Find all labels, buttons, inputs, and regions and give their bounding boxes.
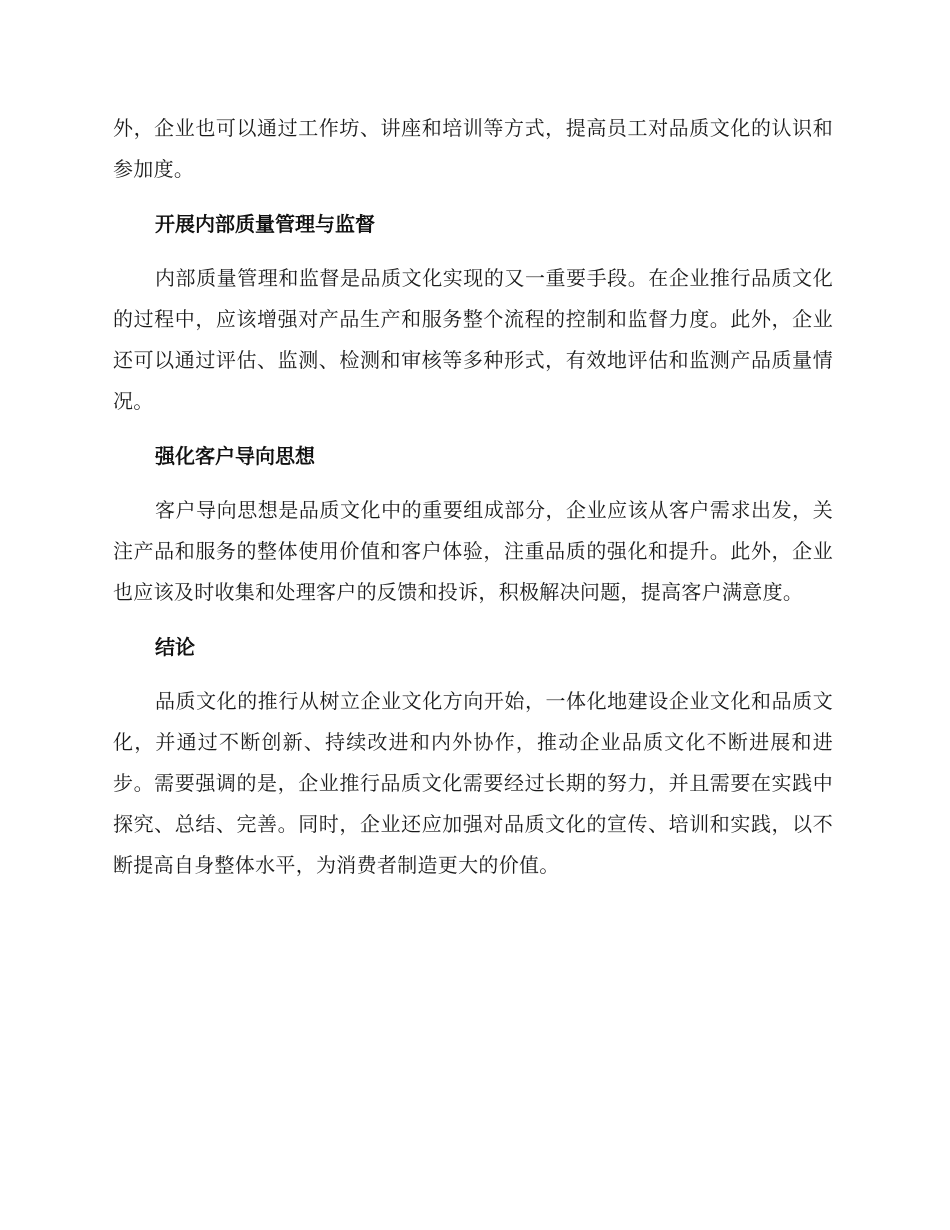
document-body [113, 108, 833, 900]
section-heading-internal-quality: 开展内部质量管理与监督 [155, 212, 375, 236]
section-paragraph-conclusion: 品质文化的推行从树立企业文化方向开始，一体化地建设企业文化和品质文化，并通过不断创新、持续改进和内外协作，推动企业品质文化不断进展和进步。需要强调的是，企业推行品质文化需要经过长期的努力，并且需要在实践中探究、总结、完善。同时，企业还应加强对品质文化的宣传、培训和实践，以不断提高自身整体水平，为消费者制造更大的价值。 [113, 689, 833, 877]
section-paragraph-customer-orientation: 客户导向思想是品质文化中的重要组成部分，企业应该从客户需求出发，关注产品和服务的整体使用价值和客户体验，注重品质的强化和提升。此外，企业也应该及时收集和处理客户的反馈和投诉，积极解决问题，提高客户满意度。 [113, 498, 833, 604]
section-heading-customer-orientation: 强化客户导向思想 [155, 444, 315, 468]
intro-paragraph: 外，企业也可以通过工作坊、讲座和培训等方式，提高员工对品质文化的认识和参加度。 [113, 116, 833, 181]
section-heading-conclusion: 结论 [155, 635, 195, 659]
section-paragraph-internal-quality: 内部质量管理和监督是品质文化实现的又一重要手段。在企业推行品质文化的过程中，应该增强对产品生产和服务整个流程的控制和监督力度。此外，企业还可以通过评估、监测、检测和审核等多种形式，有效地评估和监测产品质量情况。 [113, 266, 833, 413]
